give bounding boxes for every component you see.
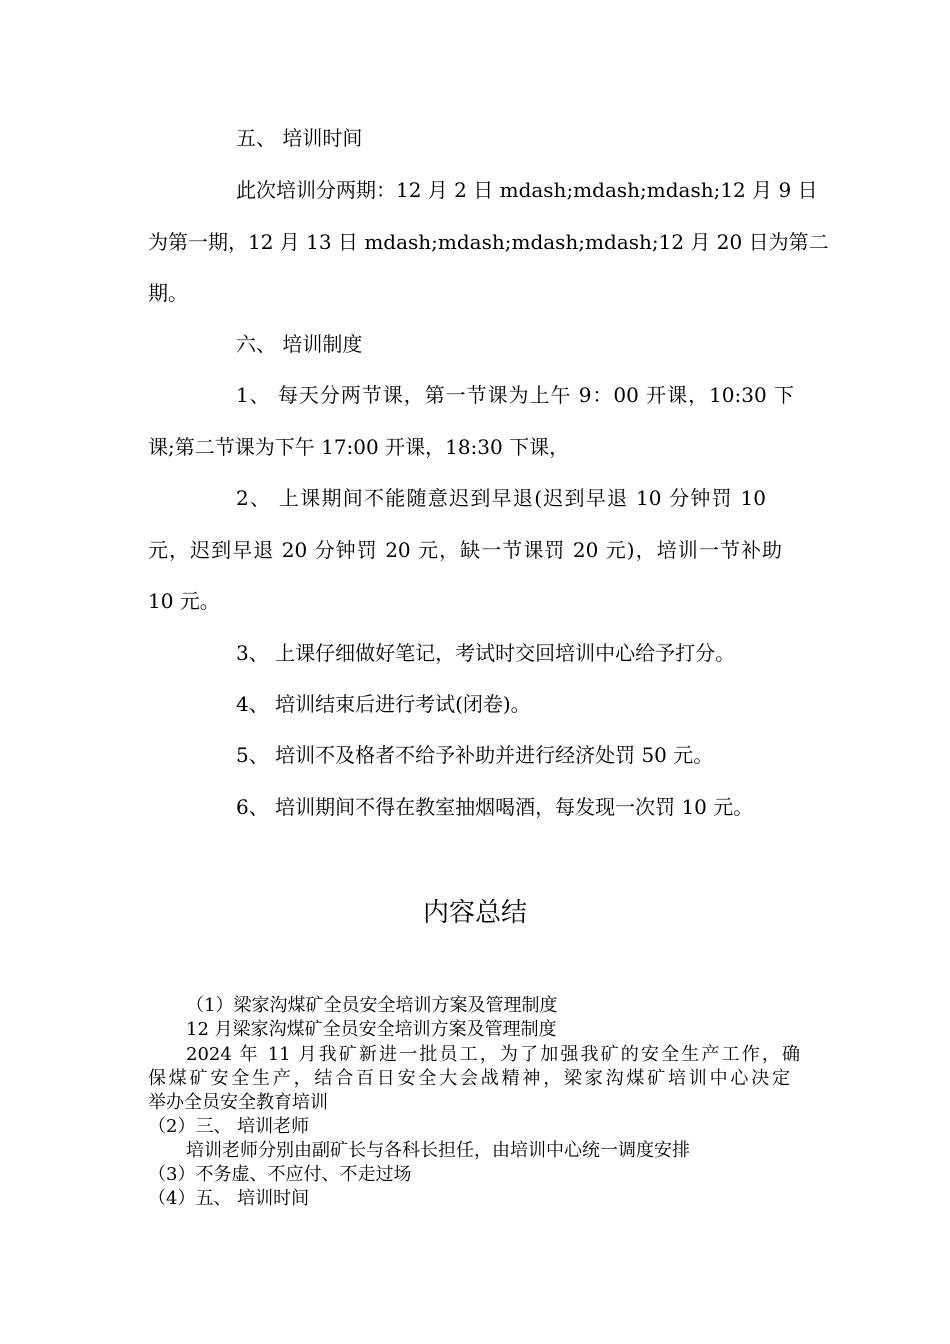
section-heading-training-time: 五、 培训时间 [236,126,363,150]
rule-5: 5、 培训不及格者不给予补助并进行经济处罚 50 元。 [236,743,714,767]
rule-2-line-2: 元，迟到早退 20 分钟罚 20 元，缺一节课罚 20 元)，培训一节补助 [148,538,782,562]
summary-line-6: （2）三、 培训老师 [148,1116,310,1137]
summary-line-2: 12 月梁家沟煤矿全员安全培训方案及管理制度 [186,1019,557,1040]
summary-line-9: （4）五、 培训时间 [148,1188,310,1209]
summary-line-7: 培训老师分别由副矿长与各科长担任，由培训中心统一调度安排 [186,1140,690,1161]
rule-2-line-3: 10 元。 [148,589,220,613]
rule-6: 6、 培训期间不得在教室抽烟喝酒，每发现一次罚 10 元。 [236,795,754,819]
rule-1-line-2: 课;第二节课为下午 17:00 开课，18:30 下课， [148,435,570,459]
rule-1-line-1: 1、 每天分两节课，第一节课为上午 9：00 开课，10:30 下 [236,383,794,407]
summary-line-8: （3）不务虚、不应付、不走过场 [148,1164,412,1185]
rule-3: 3、 上课仔细做好笔记，考试时交回培训中心给予打分。 [236,641,736,665]
summary-line-4: 保煤矿安全生产，结合百日安全大会战精神，梁家沟煤矿培训中心决定 [148,1068,790,1089]
rule-4: 4、 培训结束后进行考试(闭卷)。 [236,692,531,716]
section-heading-training-rules: 六、 培训制度 [236,332,363,356]
training-time-line-3: 期。 [148,281,188,305]
training-time-line-1: 此次培训分两期：12 月 2 日 mdash;mdash;mdash;12 月 9 日 [236,178,818,202]
summary-line-1: （1）梁家沟煤矿全员安全培训方案及管理制度 [186,995,558,1016]
summary-title: 内容总结 [422,898,527,928]
summary-line-5: 举办全员安全教育培训 [148,1092,328,1113]
rule-2-line-1: 2、 上课期间不能随意迟到早退(迟到早退 10 分钟罚 10 [236,486,766,510]
summary-line-3: 2024 年 11 月我矿新进一批员工，为了加强我矿的安全生产工作，确 [186,1044,800,1065]
training-time-line-2: 为第一期，12 月 13 日 mdash;mdash;mdash;mdash;12 月 20 日为第二 [148,230,829,254]
